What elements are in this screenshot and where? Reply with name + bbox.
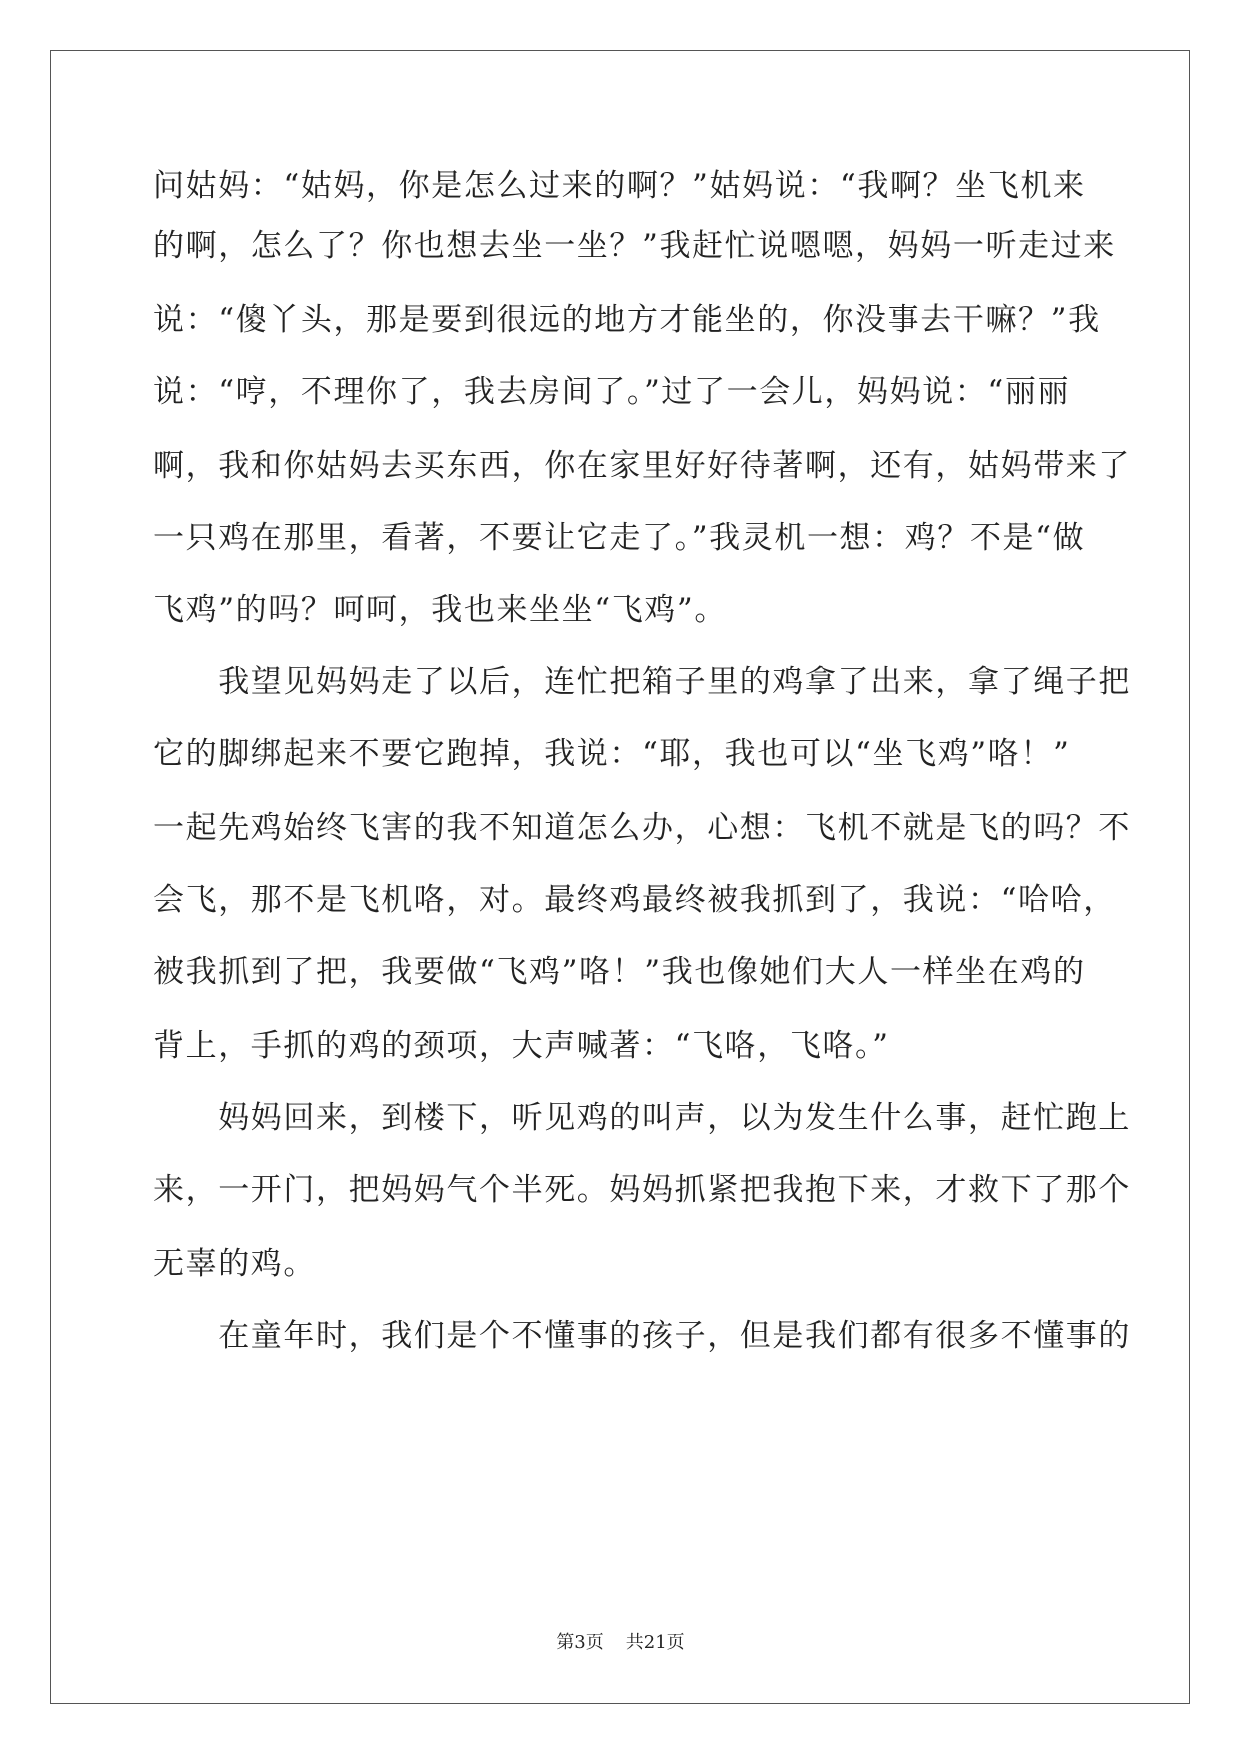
page-footer (0, 1628, 1241, 1654)
text-line: 它的脚绑起来不要它跑掉，我说：“耶，我也可以“坐飞鸡”咯！” (153, 736, 1071, 772)
text-line: 说：“哼，不理你了，我去房间了。”过了一会儿，妈妈说：“丽丽 (153, 374, 1071, 410)
text-line: 一起先鸡始终飞害的我不知道怎么办，心想：飞机不就是飞的吗？不 (153, 810, 1131, 846)
text-line: 妈妈回来，到楼下，听见鸡的叫声，以为发生什么事，赶忙跑上 (153, 1100, 1131, 1136)
text-line: 来，一开门，把妈妈气个半死。妈妈抓紧把我抱下来，才救下了那个 (153, 1172, 1131, 1208)
page-total: 共21页 (625, 1632, 685, 1653)
text-line: 会飞，那不是飞机咯，对。最终鸡最终被我抓到了，我说：“哈哈， (153, 882, 1116, 918)
text-line: 说：“傻丫头，那是要到很远的地方才能坐的，你没事去干嘛？”我 (153, 302, 1101, 338)
text-line: 我望见妈妈走了以后，连忙把箱子里的鸡拿了出来，拿了绳子把 (153, 664, 1131, 700)
text-line: 无辜的鸡。 (153, 1246, 316, 1282)
text-line: 啊，我和你姑妈去买东西，你在家里好好待著啊，还有，姑妈带来了 (153, 448, 1131, 484)
text-line: 问姑妈：“姑妈，你是怎么过来的啊？”姑妈说：“我啊？坐飞机来 (153, 168, 1086, 204)
text-line: 在童年时，我们是个不懂事的孩子，但是我们都有很多不懂事的 (153, 1318, 1131, 1354)
text-line: 被我抓到了把，我要做“飞鸡”咯！”我也像她们大人一样坐在鸡的 (153, 954, 1086, 990)
page-number: 第3页 (556, 1632, 604, 1653)
text-line: 一只鸡在那里，看著，不要让它走了。”我灵机一想：鸡？不是“做 (153, 520, 1086, 556)
text-line: 的啊，怎么了？你也想去坐一坐？”我赶忙说嗯嗯，妈妈一听走过来 (153, 228, 1116, 264)
text-line: 背上，手抓的鸡的颈项，大声喊著：“飞咯，飞咯。” (153, 1028, 890, 1064)
text-line: 飞鸡”的吗？呵呵，我也来坐坐“飞鸡”。 (153, 592, 727, 628)
